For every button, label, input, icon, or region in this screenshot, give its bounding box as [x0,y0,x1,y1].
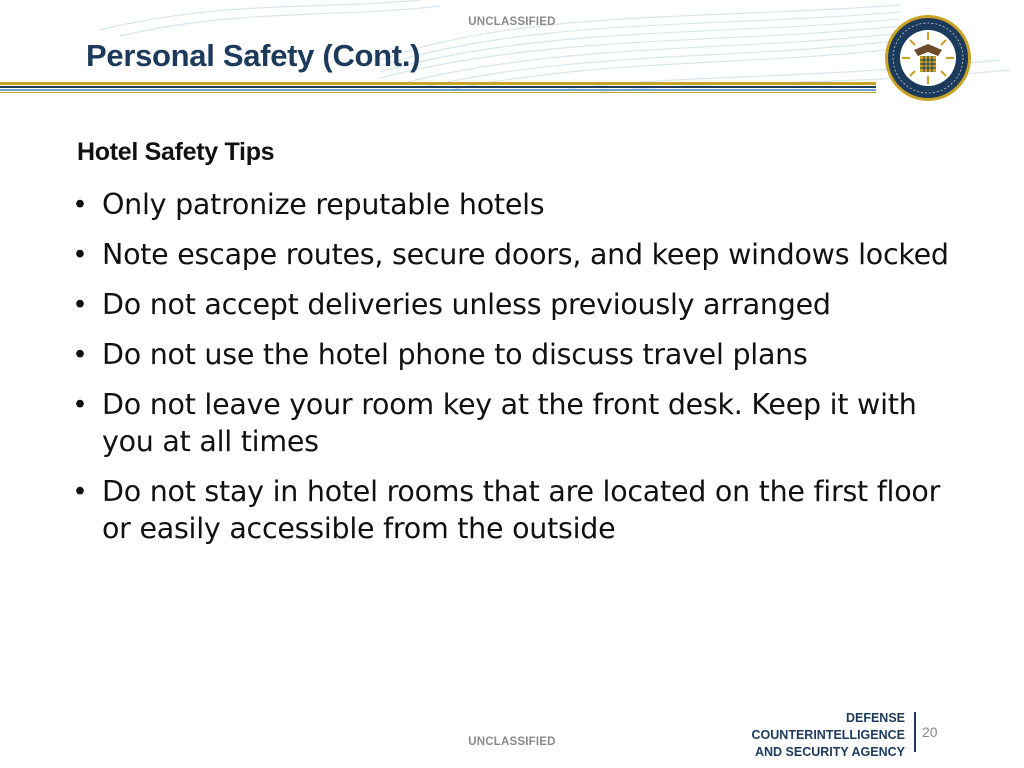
list-item [75,286,955,323]
bullet-icon: • [75,388,85,420]
list-item [75,386,955,460]
section-heading: Hotel Safety Tips [77,138,275,166]
page-number: 20 [922,724,938,740]
list-item [75,336,955,373]
bullet-icon: • [75,188,85,220]
bullet-icon: • [75,475,85,507]
classification-banner-top: UNCLASSIFIED [468,16,556,28]
agency-wordmark-line: AND SECURITY AGENCY [754,745,905,759]
bullet-icon: • [75,338,85,370]
bullet-list [75,186,955,560]
bullet-text: Do not accept deliveries unless previously arranged [102,288,831,321]
slide-title: Personal Safety (Cont.) [86,38,421,73]
bullet-icon: • [75,238,85,270]
dcsa-seal-icon [884,14,972,102]
bullet-text: Do not leave your room key at the front desk. Keep it with you at all times [102,388,917,458]
list-item [75,186,955,223]
list-item [75,236,955,273]
bullet-text: Do not stay in hotel rooms that are located on the first floor or easily accessible from the outside [102,475,941,545]
bullet-text: Note escape routes, secure doors, and keep windows locked [102,238,949,271]
bullet-icon: • [75,288,85,320]
list-item [75,473,955,547]
bullet-text: Only patronize reputable hotels [102,188,545,221]
classification-banner-bottom: UNCLASSIFIED [468,736,556,748]
agency-wordmark-line: DEFENSE [845,711,905,725]
bullet-text: Do not use the hotel phone to discuss travel plans [102,338,808,371]
agency-wordmark-line: COUNTERINTELLIGENCE [751,728,905,742]
